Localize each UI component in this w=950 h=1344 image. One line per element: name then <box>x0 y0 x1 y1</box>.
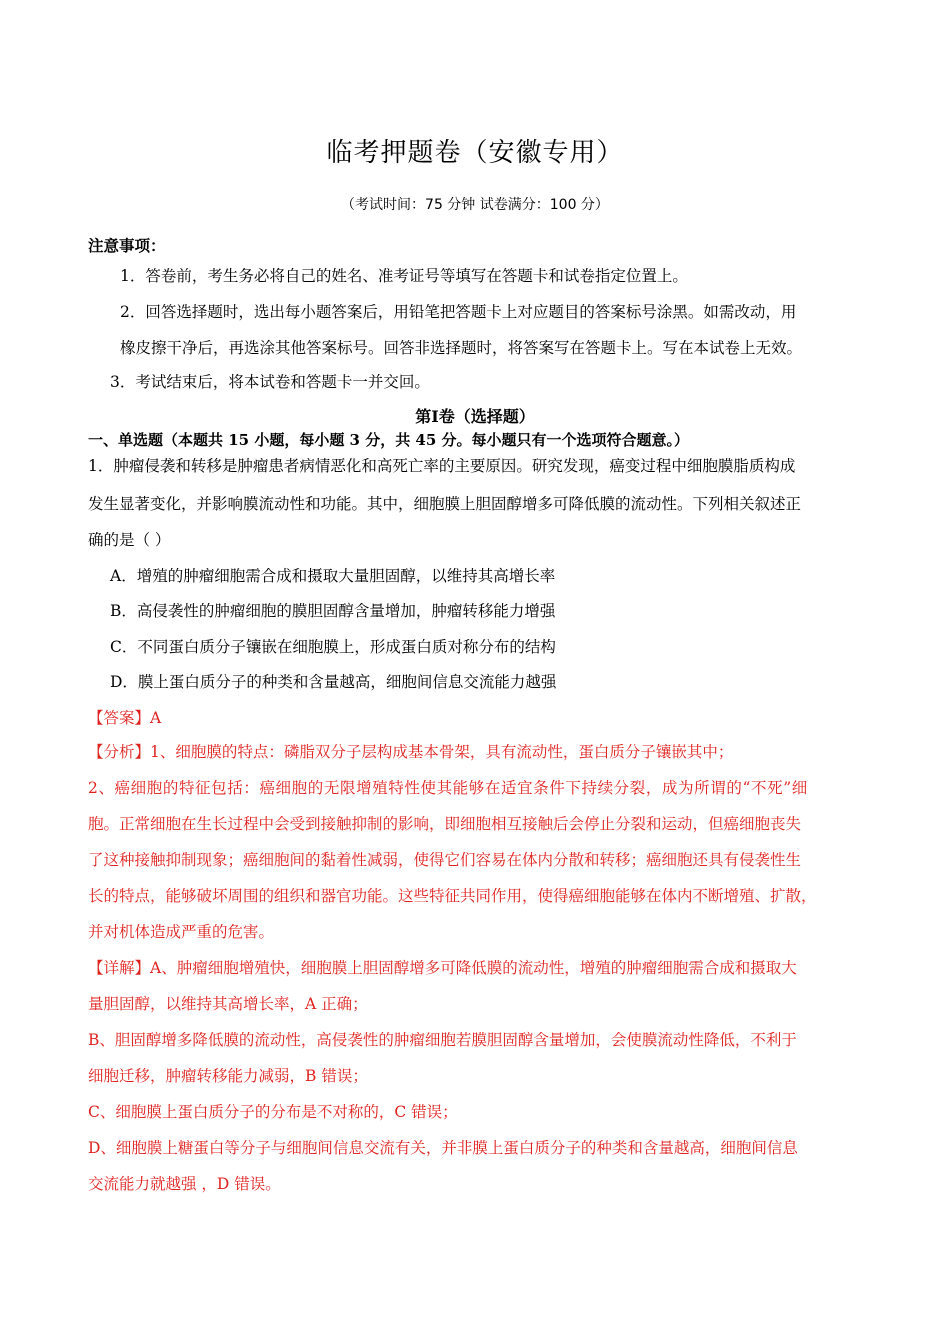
answer-line: 【答案】A <box>88 709 162 727</box>
option-c: C．不同蛋白质分子镶嵌在细胞膜上，形成蛋白质对称分布的结构 <box>110 638 556 656</box>
notice-item-2: 2．回答选择题时，选出每小题答案后，用铅笔把答题卡上对应题目的答案标号涂黑。如需改动，用 <box>120 303 797 321</box>
option-d: D．膜上蛋白质分子的种类和含量越高，细胞间信息交流能力越强 <box>110 673 557 691</box>
detail-line: C、细胞膜上蛋白质分子的分布是不对称的，C 错误； <box>88 1103 458 1121</box>
analysis-line: 【分析】1、细胞膜的特点：磷脂双分子层构成基本骨架，具有流动性，蛋白质分子镶嵌其中； <box>88 743 734 761</box>
question-stem-line-3: 确的是（ ） <box>88 531 171 549</box>
question-stem-line-1: 1．肿瘤侵袭和转移是肿瘤患者病情恶化和高死亡率的主要原因。研究发现，癌变过程中细胞膜脂质构成 <box>88 457 796 475</box>
question-stem-line-2: 发生显著变化，并影响膜流动性和功能。其中，细胞膜上胆固醇增多可降低膜的流动性。下列相关叙述正 <box>88 495 802 513</box>
notice-item-2-cont: 橡皮擦干净后，再选涂其他答案标号。回答非选择题时，将答案写在答题卡上。写在本试卷上无效。 <box>120 339 803 357</box>
exam-info: （考试时间：75 分钟 试卷满分：100 分） <box>341 197 609 213</box>
part-title: 第Ⅰ卷（选择题） <box>415 407 535 426</box>
option-a: A．增殖的肿瘤细胞需合成和摄取大量胆固醇，以维持其高增长率 <box>110 567 556 585</box>
notice-item-1: 1．答卷前，考生务必将自己的姓名、准考证号等填写在答题卡和试卷指定位置上。 <box>120 267 688 285</box>
notice-item-3: 3．考试结束后，将本试卷和答题卡一并交回。 <box>110 373 430 391</box>
detail-line: 量胆固醇，以维持其高增长率，A 正确； <box>88 995 368 1013</box>
page-title: 临考押题卷（安徽专用） <box>326 138 624 168</box>
analysis-line: 了这种接触抑制现象；癌细胞间的黏着性减弱，使得它们容易在体内分散和转移；癌细胞还具有侵袭性生 <box>88 851 802 869</box>
analysis-line: 并对机体造成严重的危害。 <box>88 923 275 941</box>
analysis-line: 长的特点，能够破坏周围的组织和器官功能。这些特征共同作用，使得癌细胞能够在体内不断增殖、扩散， <box>88 887 817 905</box>
detail-line: D、细胞膜上糖蛋白等分子与细胞间信息交流有关，并非膜上蛋白质分子的种类和含量越高，细胞间信息 <box>88 1139 798 1157</box>
detail-line: B、胆固醇增多降低膜的流动性，高侵袭性的肿瘤细胞若膜胆固醇含量增加，会使膜流动性降低，不利于 <box>88 1031 797 1049</box>
analysis-line: 2、癌细胞的特征包括：癌细胞的无限增殖特性使其能够在适宜条件下持续分裂，成为所谓的“不死”细 <box>88 779 808 797</box>
detail-line: 交流能力就越强 ，D 错误。 <box>88 1175 281 1193</box>
section-title: 一、单选题（本题共 15 小题，每小题 3 分，共 45 分。每小题只有一个选项符合题意。） <box>88 431 690 449</box>
option-b: B．高侵袭性的肿瘤细胞的膜胆固醇含量增加，肿瘤转移能力增强 <box>110 602 556 620</box>
notice-heading: 注意事项： <box>88 236 166 255</box>
analysis-line: 胞。正常细胞在生长过程中会受到接触抑制的影响，即细胞相互接触后会停止分裂和运动，但癌细胞丧失 <box>88 815 802 833</box>
detail-line: 【详解】A、肿瘤细胞增殖快，细胞膜上胆固醇增多可降低膜的流动性，增殖的肿瘤细胞需合成和摄取大 <box>88 959 797 977</box>
detail-line: 细胞迁移，肿瘤转移能力减弱，B 错误； <box>88 1067 368 1085</box>
